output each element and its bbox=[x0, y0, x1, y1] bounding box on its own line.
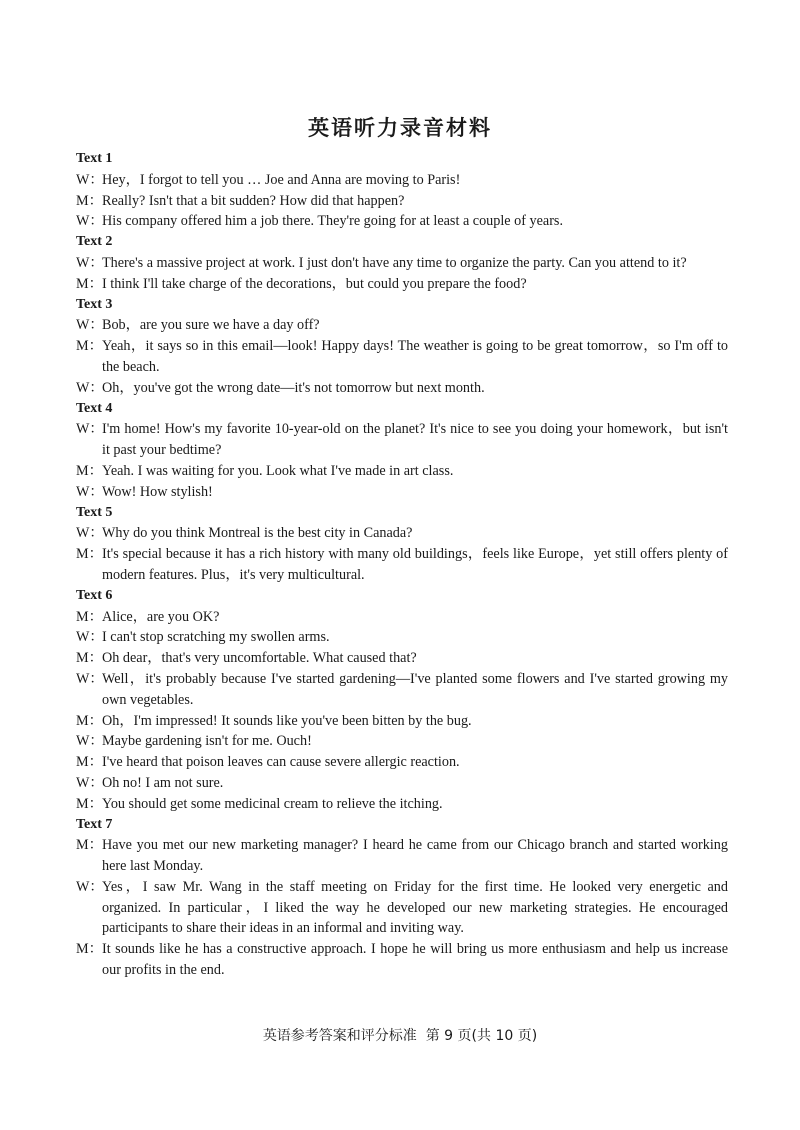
dialogue-line bbox=[76, 607, 728, 628]
speaker-label: W： bbox=[76, 379, 104, 396]
dialogue-text: Maybe gardening isn't for me. Ouch! bbox=[102, 733, 312, 750]
speaker-label: W： bbox=[76, 774, 104, 791]
speaker-label: M： bbox=[76, 941, 103, 958]
speaker-label: W： bbox=[76, 629, 104, 646]
transcript-section bbox=[76, 586, 728, 815]
dialogue-text: Oh，I'm impressed! It sounds like you've been bitten by the bug. bbox=[102, 712, 472, 729]
speaker-label: W： bbox=[76, 878, 104, 895]
dialogue-line bbox=[76, 835, 728, 877]
speaker-label: M： bbox=[76, 275, 103, 292]
speaker-label: W： bbox=[76, 254, 104, 271]
dialogue-text: Have you met our new marketing manager? I heard he came from our Chicago branch and started working here last Monday. bbox=[102, 837, 728, 875]
footer-page-number: 第 9 页(共 10 页) bbox=[425, 1028, 538, 1044]
dialogue-line bbox=[76, 731, 728, 752]
dialogue-line bbox=[76, 648, 728, 669]
transcript-section bbox=[76, 399, 728, 503]
dialogue-text: Oh dear，that's very uncomfortable. What caused that? bbox=[102, 650, 417, 667]
speaker-label: W： bbox=[76, 525, 104, 542]
dialogue-line bbox=[76, 482, 728, 503]
dialogue-text: Really? Isn't that a bit sudden? How did that happen? bbox=[102, 192, 405, 209]
dialogue-line bbox=[76, 752, 728, 773]
dialogue-line bbox=[76, 523, 728, 544]
transcript-section bbox=[76, 503, 728, 586]
dialogue-line bbox=[76, 274, 728, 295]
page-footer bbox=[0, 1026, 800, 1046]
speaker-label: M： bbox=[76, 338, 103, 355]
dialogue-text: Wow! How stylish! bbox=[102, 483, 213, 500]
speaker-label: M： bbox=[76, 837, 103, 854]
transcript-section bbox=[76, 232, 728, 294]
section-heading: Text 5 bbox=[76, 504, 113, 520]
speaker-label: M： bbox=[76, 192, 103, 209]
dialogue-line bbox=[76, 627, 728, 648]
speaker-label: W： bbox=[76, 421, 104, 438]
section-heading: Text 3 bbox=[76, 296, 113, 312]
speaker-label: M： bbox=[76, 608, 103, 625]
dialogue-line bbox=[76, 170, 728, 191]
dialogue-line bbox=[76, 877, 728, 939]
dialogue-text: I'm home! How's my favorite 10-year-old on the planet? It's nice to see you doing your homework，but isn't it past your bedtime? bbox=[102, 421, 728, 459]
speaker-label: M： bbox=[76, 650, 103, 667]
dialogue-text: I think I'll take charge of the decorations，but could you prepare the food? bbox=[102, 275, 527, 292]
speaker-label: W： bbox=[76, 733, 104, 750]
dialogue-text: Yeah，it says so in this email—look! Happy days! The weather is going to be great tomorrow，so I'm off to the beach. bbox=[102, 338, 728, 375]
dialogue-text: It sounds like he has a constructive approach. I hope he will bring us more enthusiasm and help us increase our profits in the end. bbox=[102, 941, 728, 979]
dialogue-line bbox=[76, 544, 728, 586]
transcript-body bbox=[76, 149, 728, 981]
page-title: 英语听力录音材料 bbox=[308, 116, 492, 140]
dialogue-text: Bob，are you sure we have a day off? bbox=[102, 317, 320, 334]
speaker-label: W： bbox=[76, 171, 104, 188]
dialogue-text: I've heard that poison leaves can cause severe allergic reaction. bbox=[102, 754, 460, 771]
dialogue-line bbox=[76, 315, 728, 336]
dialogue-text: Why do you think Montreal is the best city in Canada? bbox=[102, 525, 413, 542]
speaker-label: M： bbox=[76, 712, 103, 729]
dialogue-line bbox=[76, 336, 728, 378]
speaker-label: W： bbox=[76, 317, 104, 334]
dialogue-line bbox=[76, 211, 728, 232]
footer-doc-title: 英语参考答案和评分标准 bbox=[262, 1028, 417, 1044]
dialogue-text: His company offered him a job there. They're going for at least a couple of years. bbox=[102, 213, 563, 230]
dialogue-text: Hey，I forgot to tell you … Joe and Anna are moving to Paris! bbox=[102, 171, 461, 188]
section-heading: Text 4 bbox=[76, 400, 113, 416]
dialogue-line bbox=[76, 419, 728, 461]
speaker-label: M： bbox=[76, 754, 103, 771]
speaker-label: M： bbox=[76, 462, 103, 479]
dialogue-line bbox=[76, 773, 728, 794]
section-heading: Text 2 bbox=[76, 234, 113, 250]
speaker-label: W： bbox=[76, 670, 104, 687]
dialogue-text: Yes，I saw Mr. Wang in the staff meeting on Friday for the first time. He looked very energetic and organized. In particular，I liked the way he developed our new marketing strategies. He encouraged participants to share their ideas in an informal and inviting way. bbox=[102, 878, 728, 937]
dialogue-text: Oh，you've got the wrong date—it's not tomorrow but next month. bbox=[102, 379, 485, 396]
transcript-section bbox=[76, 295, 728, 399]
speaker-label: W： bbox=[76, 213, 104, 230]
dialogue-line bbox=[76, 191, 728, 212]
speaker-label: W： bbox=[76, 483, 104, 500]
dialogue-text: It's special because it has a rich history with many old buildings，feels like Europe，yet still offers plenty of modern features. Plus，it's very multicultural. bbox=[102, 546, 728, 583]
dialogue-text: Well，it's probably because I've started gardening—I've planted some flowers and I've started growing my own vegetables. bbox=[102, 670, 728, 708]
dialogue-text: Yeah. I was waiting for you. Look what I've made in art class. bbox=[102, 462, 454, 479]
section-heading: Text 6 bbox=[76, 587, 113, 603]
dialogue-line bbox=[76, 794, 728, 815]
dialogue-line bbox=[76, 669, 728, 711]
dialogue-text: You should get some medicinal cream to relieve the itching. bbox=[102, 795, 443, 812]
section-heading: Text 1 bbox=[76, 151, 113, 166]
dialogue-text: Oh no! I am not sure. bbox=[102, 774, 224, 791]
dialogue-text: There's a massive project at work. I just don't have any time to organize the party. Can you attend to it? bbox=[102, 254, 687, 271]
dialogue-text: Alice，are you OK? bbox=[102, 608, 220, 625]
dialogue-line bbox=[76, 461, 728, 482]
transcript-section bbox=[76, 815, 728, 981]
dialogue-line bbox=[76, 939, 728, 981]
transcript-section bbox=[76, 149, 728, 232]
dialogue-text: I can't stop scratching my swollen arms. bbox=[102, 629, 330, 646]
dialogue-line bbox=[76, 253, 728, 274]
speaker-label: M： bbox=[76, 546, 103, 563]
dialogue-line bbox=[76, 711, 728, 732]
section-heading: Text 7 bbox=[76, 816, 113, 832]
dialogue-line bbox=[76, 378, 728, 399]
speaker-label: M： bbox=[76, 795, 103, 812]
